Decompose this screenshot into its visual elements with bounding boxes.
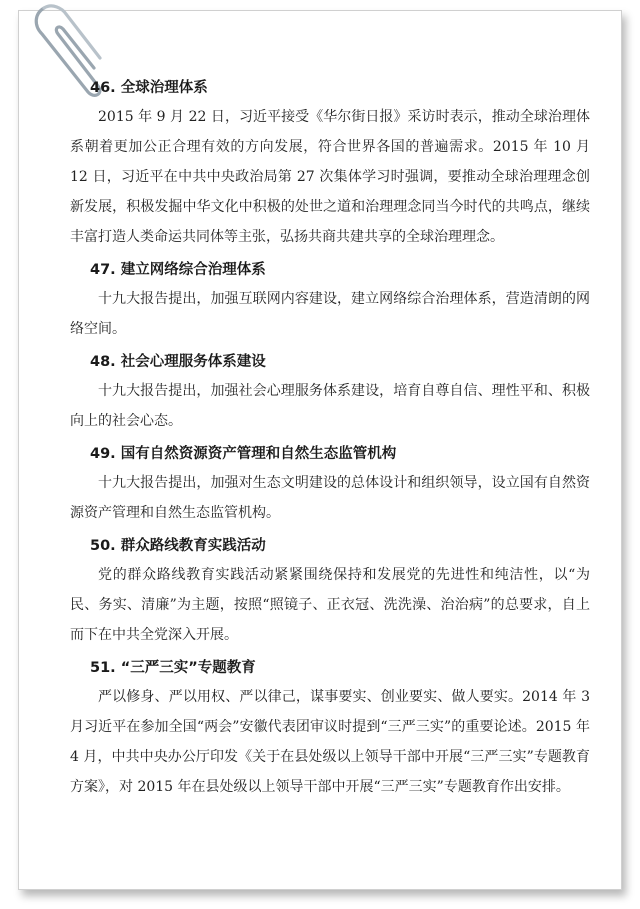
section-49 — [70, 440, 590, 528]
section-48 — [70, 348, 590, 436]
section-title: 47. 建立网络综合治理体系 — [90, 262, 266, 278]
paragraph: 严以修身、严以用权、严以律己，谋事要实、创业要实、做人要实。2014 年 3 月习近平在参加全国“两会”安徽代表团审议时提到“三严三实”的重要论述。2015 年 4 月，中共中央办公厅印发《关于在县处级以上领导干部中开展“三严三实”专题教育方案》，对 2015 年在县处级以上领导干部中开展“三严三实”专题教育作出安排。 — [70, 689, 590, 795]
section-body — [70, 560, 590, 650]
paragraph: 党的群众路线教育实践活动紧紧围绕保持和发展党的先进性和纯洁性，以“为民、务实、清廉”为主题，按照“照镜子、正衣冠、洗洗澡、治治病”的总要求，自上而下在中共全党深入开展。 — [70, 567, 590, 643]
section-51 — [70, 654, 590, 802]
paragraph: 十九大报告提出，加强社会心理服务体系建设，培育自尊自信、理性平和、积极向上的社会心态。 — [70, 383, 590, 429]
document-content — [70, 74, 590, 806]
section-50 — [70, 532, 590, 650]
section-46 — [70, 74, 590, 252]
section-body — [70, 682, 590, 802]
section-title: 48. 社会心理服务体系建设 — [90, 354, 266, 370]
section-body — [70, 468, 590, 528]
paragraph: 十九大报告提出，加强互联网内容建设，建立网络综合治理体系，营造清朗的网络空间。 — [70, 291, 590, 337]
section-title: 51. “三严三实”专题教育 — [90, 660, 256, 676]
section-47 — [70, 256, 590, 344]
paragraph: 十九大报告提出，加强对生态文明建设的总体设计和组织领导，设立国有自然资源资产管理和自然生态监管机构。 — [70, 475, 590, 521]
section-body — [70, 376, 590, 436]
section-title: 50. 群众路线教育实践活动 — [90, 538, 266, 554]
section-body — [70, 284, 590, 344]
paragraph: 2015 年 9 月 22 日，习近平接受《华尔街日报》采访时表示，推动全球治理体系朝着更加公正合理有效的方向发展，符合世界各国的普遍需求。2015 年 10 月 12 日，习近平在中共中央政治局第 27 次集体学习时强调，要推动全球治理理念创新发展，积极发掘中华文化中积极的处世之道和治理理念同当今时代的共鸣点，继续丰富打造人类命运共同体等主张，弘扬共商共建共享的全球治理理念。 — [70, 109, 590, 245]
section-title: 49. 国有自然资源资产管理和自然生态监管机构 — [90, 446, 397, 462]
section-body — [70, 102, 590, 252]
section-title: 46. 全球治理体系 — [90, 80, 208, 96]
